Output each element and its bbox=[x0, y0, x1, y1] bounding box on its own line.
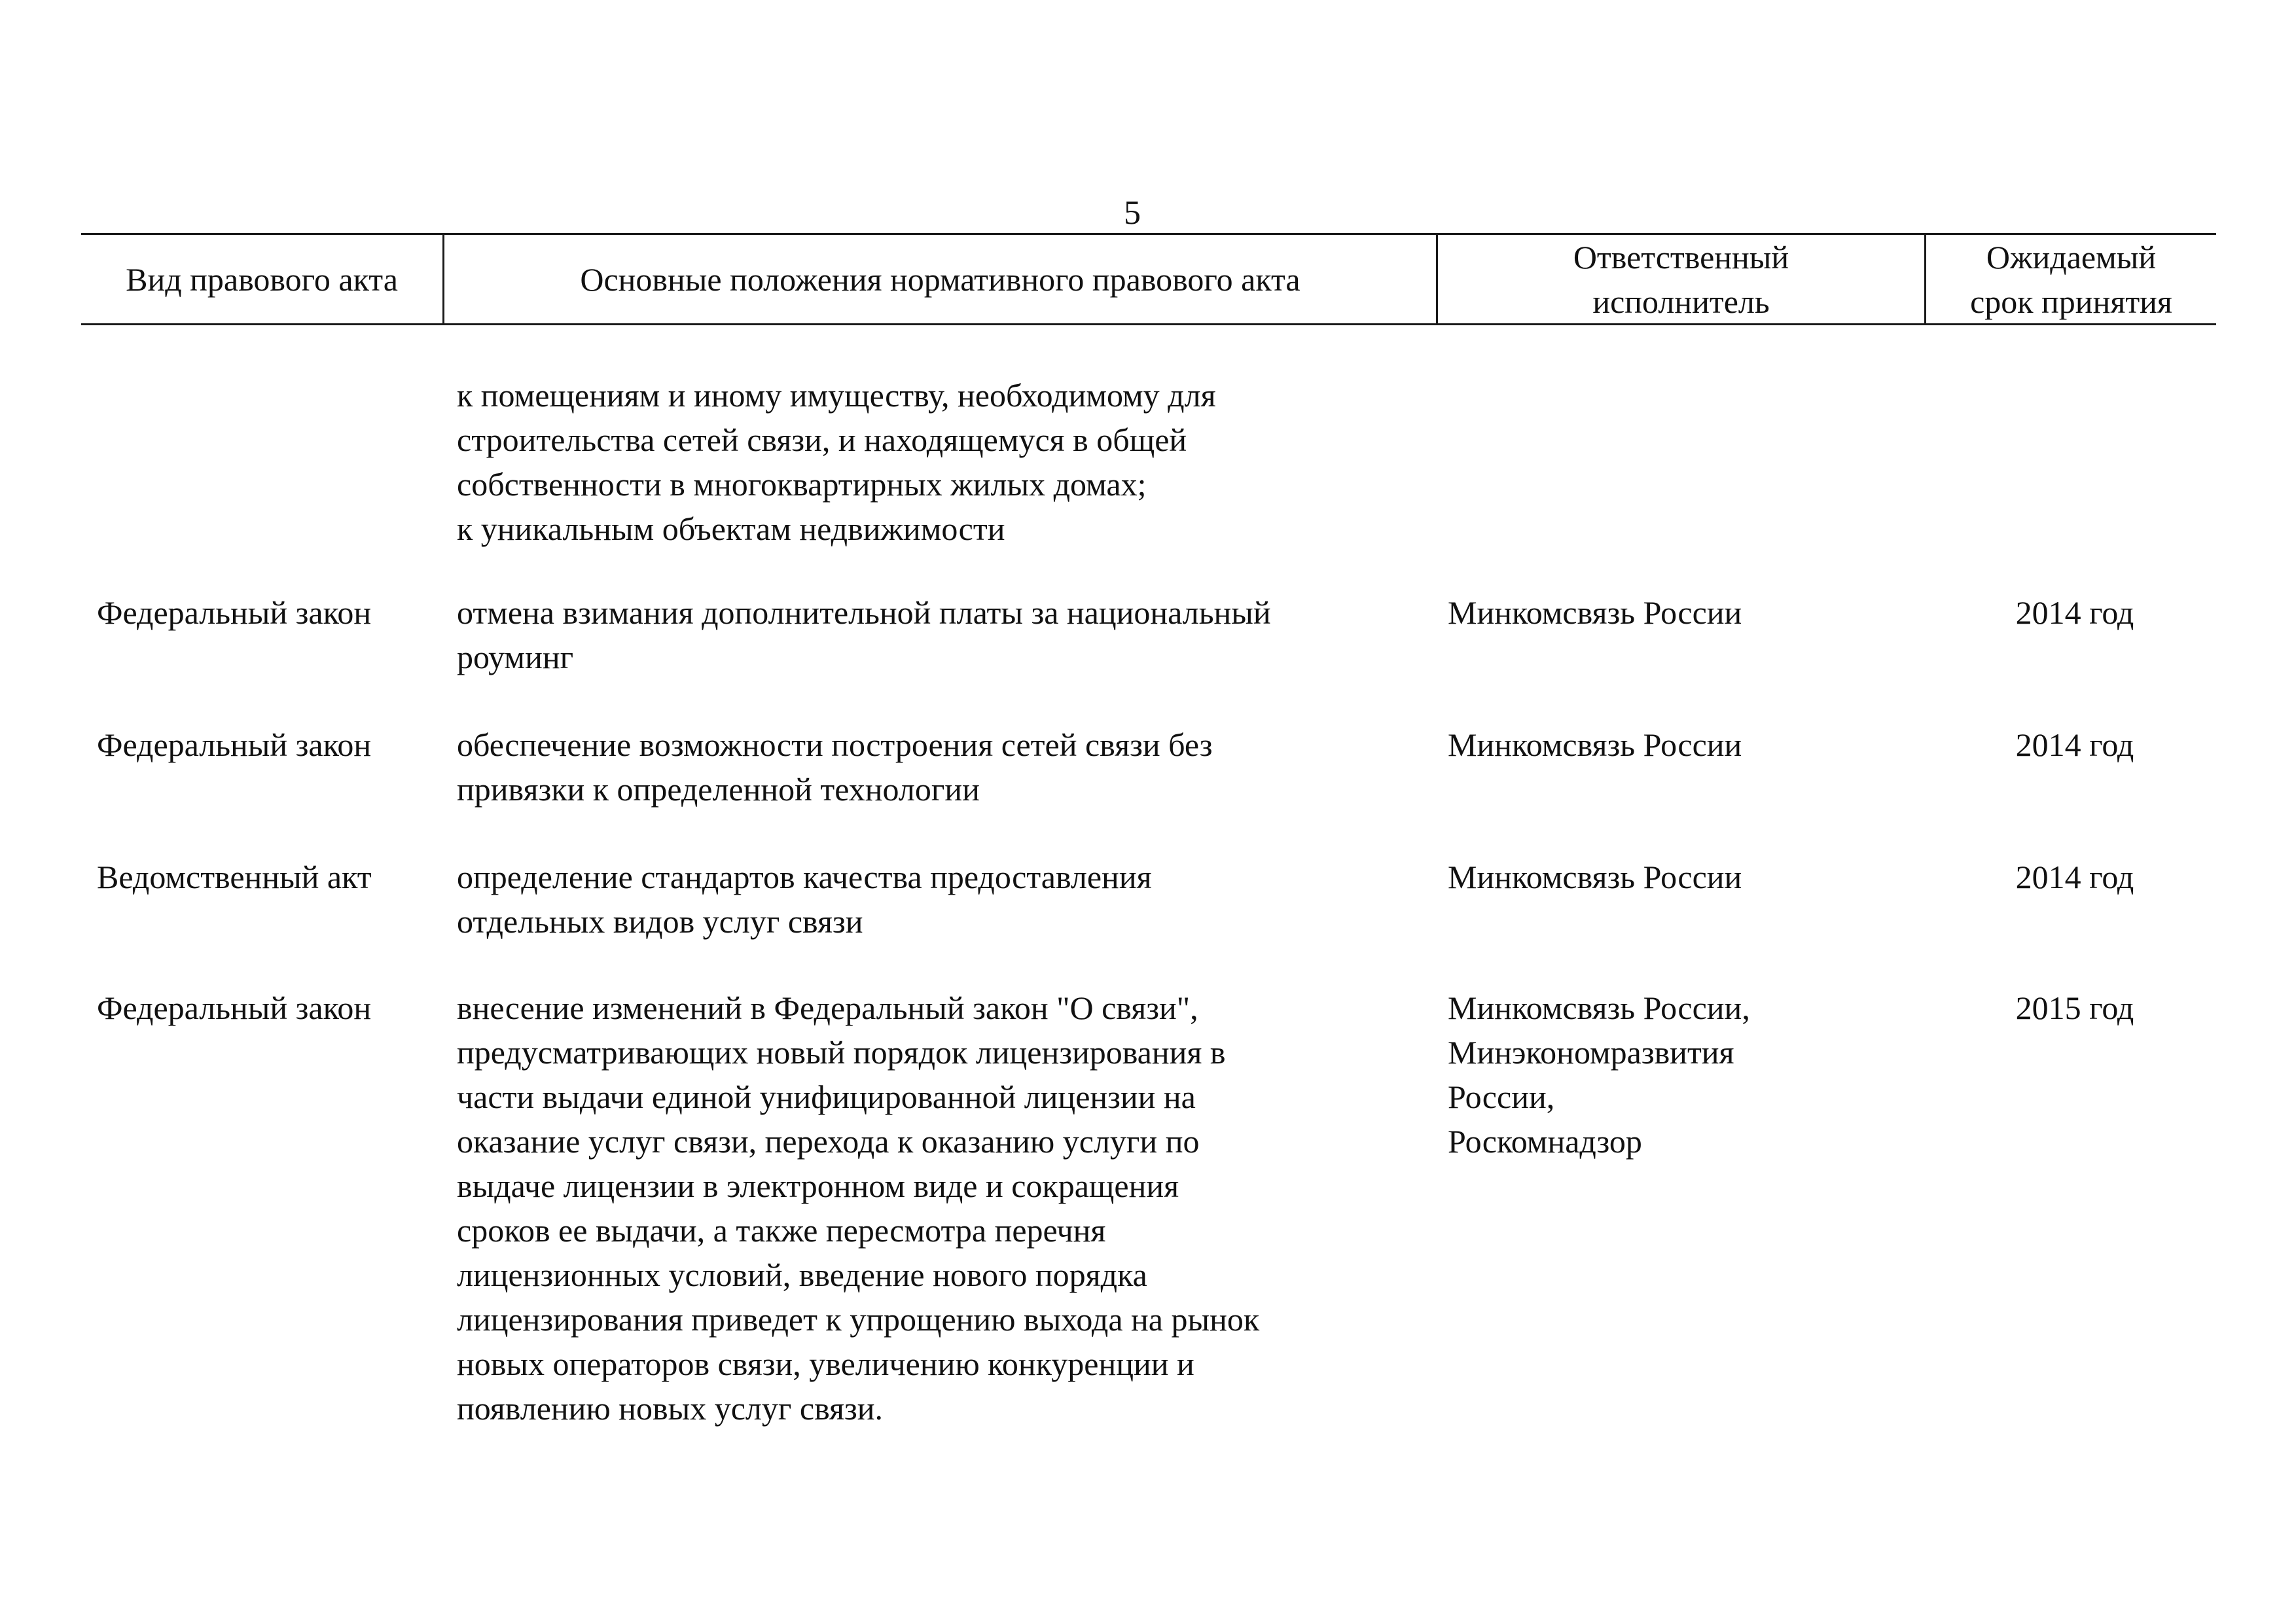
row-term: 2014 год bbox=[2015, 859, 2134, 895]
table-header-bottom-rule bbox=[81, 323, 2216, 325]
header-term: Ожидаемый срок принятия bbox=[1970, 238, 2172, 320]
row-executor: Минкомсвязь России, Минэкономразвития России, Роскомнадзор bbox=[1448, 990, 1750, 1160]
row-term: 2014 год bbox=[2015, 594, 2134, 631]
row-act-type: Федеральный закон bbox=[97, 990, 372, 1026]
row-term: 2014 год bbox=[2015, 726, 2134, 763]
row-executor: Минкомсвязь России bbox=[1448, 594, 1742, 631]
row-act-type: Федеральный закон bbox=[97, 594, 372, 631]
row-provision: обеспечение возможности построения сетей связи без привязки к определенной технологии bbox=[457, 726, 1213, 808]
row-provision: определение стандартов качества предоставления отдельных видов услуг связи bbox=[457, 859, 1152, 940]
row-executor: Минкомсвязь России bbox=[1448, 859, 1742, 895]
row-act-type: Ведомственный акт bbox=[97, 859, 372, 895]
row-provision: отмена взимания дополнительной платы за национальный роуминг bbox=[457, 594, 1271, 675]
row-term: 2015 год bbox=[2015, 990, 2134, 1026]
continuation-text: к помещениям и иному имуществу, необходимому для строительства сетей связи, и находящемуся в общей собственности в многоквартирных жилых домах; к уникальным объектам недвижимости bbox=[457, 377, 1216, 547]
header-provisions: Основные положения нормативного правового акта bbox=[580, 260, 1300, 298]
row-executor: Минкомсвязь России bbox=[1448, 726, 1742, 763]
header-executor: Ответственный исполнитель bbox=[1573, 238, 1789, 320]
page-number: 5 bbox=[1124, 194, 1141, 232]
header-act-type: Вид правового акта bbox=[126, 260, 398, 298]
row-act-type: Федеральный закон bbox=[97, 726, 372, 763]
row-provision: внесение изменений в Федеральный закон "О связи", предусматривающих новый порядок лицензирования в части выдачи единой унифицированной лицензии на оказание услуг связи, перехода к оказанию услуги по выдаче лицензии в электронном виде и сокращения сроков ее выдачи, а также пересмотра перечня лицензионных условий, введение нового порядка лицензирования приведет к упрощению выхода на рынок новых операторов связи, увеличению конкуренции и появлению новых услуг связи. bbox=[457, 990, 1260, 1427]
